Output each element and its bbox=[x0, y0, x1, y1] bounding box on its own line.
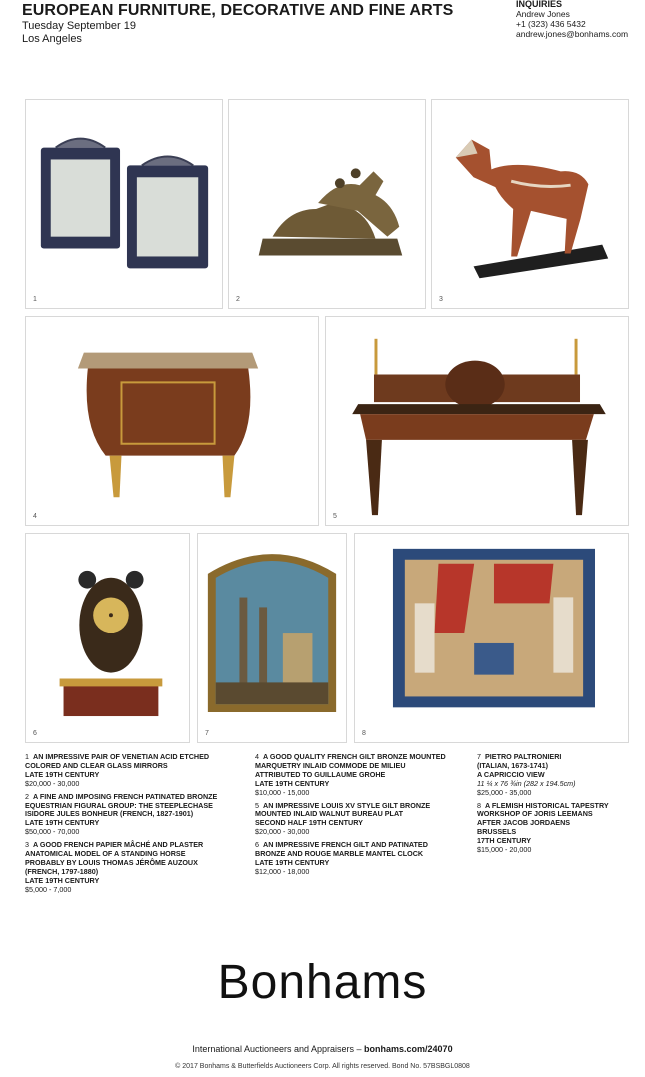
contact-email[interactable]: andrew.jones@bonhams.com bbox=[516, 29, 629, 39]
lot-number-2: 2 bbox=[236, 296, 240, 303]
lot-image-5[interactable] bbox=[325, 316, 629, 526]
lot-number-5: 5 bbox=[333, 513, 337, 520]
lot-number-4: 4 bbox=[33, 513, 37, 520]
lot-entry-3: 3 A GOOD FRENCH PAPIER MÂCHÉ AND PLASTER ANATOMICAL MODEL OF A STANDING HORSE PROBABLY BY LOUIS THOMAS JÉRÔME AUZOUX (FRENCH, 1797-1880) LATE 19TH CENTURY $5,000 - 7,000 bbox=[25, 841, 225, 894]
sale-date: Tuesday September 19 bbox=[22, 20, 136, 32]
page-title: EUROPEAN FURNITURE, DECORATIVE AND FINE ARTS bbox=[22, 2, 454, 19]
lot-estimate: $10,000 - 15,000 bbox=[255, 787, 310, 797]
anatomical-horse-icon bbox=[432, 100, 628, 308]
inquiries-heading: INQUIRIES bbox=[516, 0, 563, 9]
lot-estimate: $20,000 - 30,000 bbox=[25, 778, 80, 788]
lot-image-8[interactable] bbox=[354, 533, 629, 743]
sale-location: Los Angeles bbox=[22, 33, 82, 45]
lot-number-1: 1 bbox=[33, 296, 37, 303]
lot-number-6: 6 bbox=[33, 730, 37, 737]
lot-number-8: 8 bbox=[362, 730, 366, 737]
footer-url[interactable]: bonhams.com/24070 bbox=[364, 1044, 453, 1054]
lot-column-1 bbox=[25, 753, 225, 899]
lot-estimate: $5,000 - 7,000 bbox=[25, 884, 72, 894]
lot-dimensions: 11 ¼ x 76 ¾in (282 x 194.5cm) bbox=[477, 778, 576, 788]
contact-name: Andrew Jones bbox=[516, 9, 570, 19]
lot-entry-4: 4 A GOOD QUALITY FRENCH GILT BRONZE MOUNTED MARQUETRY INLAID COMMODE DE MILIEU ATTRIBUTED TO GUILLAUME GROHE LATE 19TH CENTURY $10,000 - 15,000 bbox=[255, 753, 451, 798]
bronze-equestrian-group-icon bbox=[229, 100, 425, 308]
footer-tagline: International Auctioneers and Appraisers – bonhams.com/24070 bbox=[192, 1044, 453, 1054]
marquetry-commode-icon bbox=[26, 317, 318, 525]
venetian-mirrors-icon bbox=[26, 100, 222, 308]
lot-image-7[interactable] bbox=[197, 533, 347, 743]
lot-estimate: $25,000 - 35,000 bbox=[477, 787, 532, 797]
lot-entry-2: 2 A FINE AND IMPOSING FRENCH PATINATED BRONZE EQUESTRIAN FIGURAL GROUP: THE STEEPLECHASE ISIDORE JULES BONHEUR (FRENCH, 1827-1901) LATE 19TH CENTURY $50,000 - 70,000 bbox=[25, 793, 225, 838]
flemish-tapestry-icon bbox=[355, 534, 628, 742]
lot-number-7: 7 bbox=[205, 730, 209, 737]
lot-image-2[interactable] bbox=[228, 99, 426, 309]
lot-estimate: $12,000 - 18,000 bbox=[255, 866, 310, 876]
lot-entry-5: 5 AN IMPRESSIVE LOUIS XV STYLE GILT BRONZE MOUNTED INLAID WALNUT BUREAU PLAT SECOND HALF 19TH CENTURY $20,000 - 30,000 bbox=[255, 802, 451, 838]
lot-entry-1: 1 AN IMPRESSIVE PAIR OF VENETIAN ACID ETCHED COLORED AND CLEAR GLASS MIRRORS LATE 19TH CENTURY $20,000 - 30,000 bbox=[25, 753, 225, 789]
footer-copyright: © 2017 Bonhams & Butterfields Auctioneers Corp. All rights reserved. Bond No. 57BSBGL0808 bbox=[175, 1063, 470, 1070]
lot-column-2 bbox=[255, 753, 451, 881]
lot-estimate: $15,000 - 20,000 bbox=[477, 845, 532, 855]
capriccio-painting-icon bbox=[198, 534, 346, 742]
lot-image-3[interactable] bbox=[431, 99, 629, 309]
lot-entry-6: 6 AN IMPRESSIVE FRENCH GILT AND PATINATED BRONZE AND ROUGE MARBLE MANTEL CLOCK LATE 19TH CENTURY $12,000 - 18,000 bbox=[255, 841, 451, 877]
lot-image-6[interactable] bbox=[25, 533, 190, 743]
lot-image-1[interactable] bbox=[25, 99, 223, 309]
lot-entry-8: 8 A FLEMISH HISTORICAL TAPESTRY WORKSHOP OF JORIS LEEMANS AFTER JACOB JORDAENS BRUSSELS 17TH CENTURY $15,000 - 20,000 bbox=[477, 802, 637, 855]
lot-column-3 bbox=[477, 753, 637, 859]
contact-phone[interactable]: +1 (323) 436 5432 bbox=[516, 19, 586, 29]
lot-estimate: $50,000 - 70,000 bbox=[25, 827, 80, 837]
mantel-clock-icon bbox=[26, 534, 189, 742]
lot-image-4[interactable] bbox=[25, 316, 319, 526]
lot-number-3: 3 bbox=[439, 296, 443, 303]
inquiries-block bbox=[516, 0, 644, 39]
lot-entry-7: 7 PIETRO PALTRONIERI (ITALIAN, 1673-1741) A CAPRICCIO VIEW 11 ¼ x 76 ¾in (282 x 194.5cm) $25,000 - 35,000 bbox=[477, 753, 637, 798]
lot-estimate: $20,000 - 30,000 bbox=[255, 827, 310, 837]
bureau-plat-icon bbox=[326, 317, 628, 525]
bonhams-logo[interactable]: Bonhams bbox=[217, 956, 428, 1009]
